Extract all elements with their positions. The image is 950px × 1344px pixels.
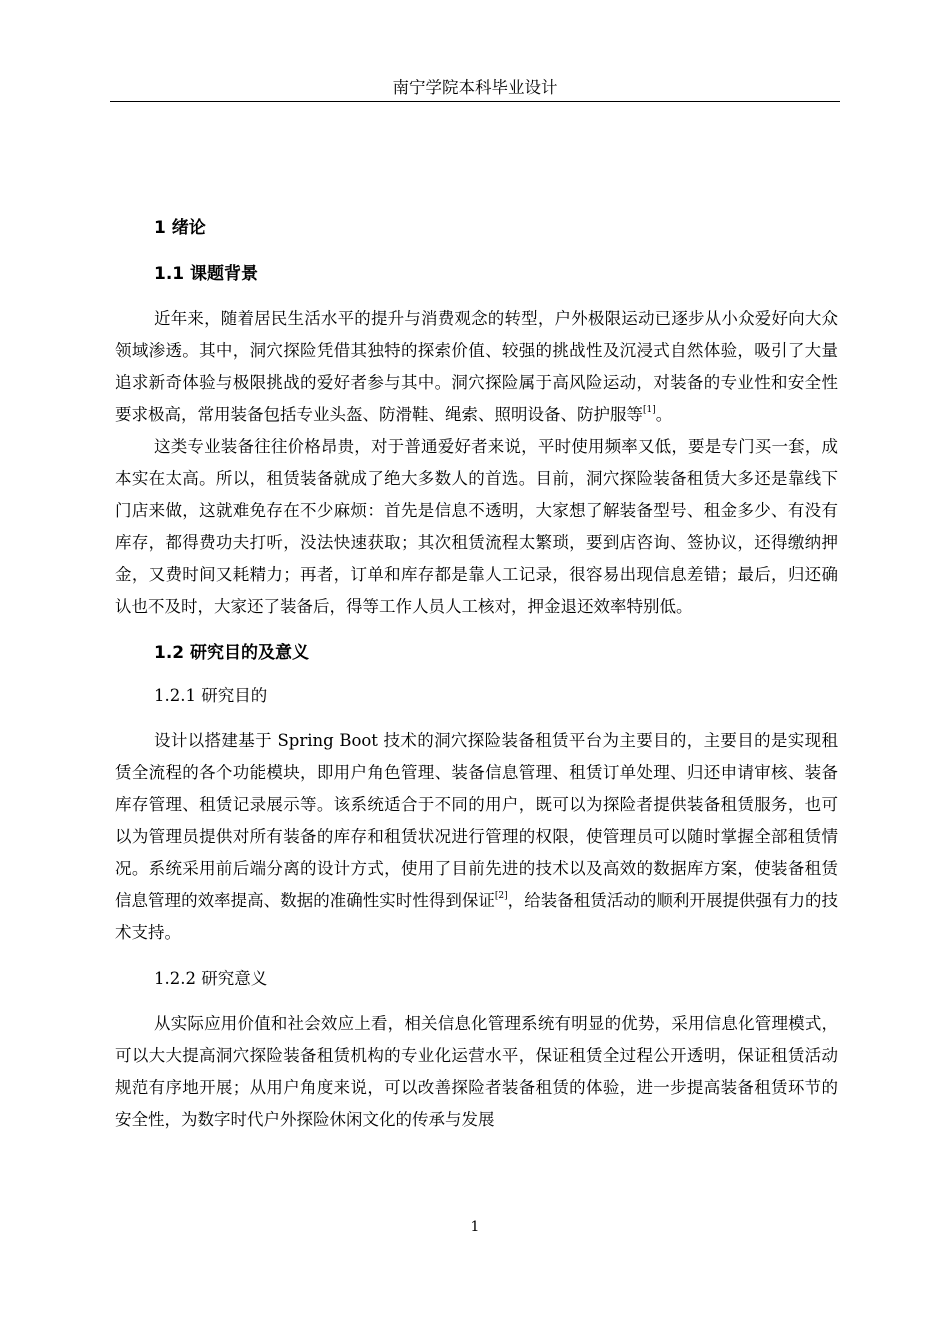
paragraph-significance: 从实际应用价值和社会效应上看，相关信息化管理系统有明显的优势，采用信息化管理模式，可以大大提高洞穴探险装备租赁机构的专业化运营水平，保证租赁全过程公开透明，保证租赁活动规范有序地开展；从用户角度来说，可以改善探险者装备租赁的体验，进一步提高装备租赁环节的安全性，为数字时代户外探险休闲文化的传承与发展 — [115, 1014, 838, 1129]
paragraph-text: 设计以搭建基于 Spring Boot 技术的洞穴探险装备租赁平台为主要目的，主要目的是实现租赁全流程的各个功能模块，即用户角色管理、装备信息管理、租赁订单处理、归还申请审核、装备库存管理、租赁记录展示等。该系统适合于不同的用户，既可以为探险者提供装备租赁服务，也可以为管理员提供对所有装备的库存和租赁状况进行管理的权限，使管理员可以随时掌握全部租赁情况。系统采用前后端分离的设计方式，使用了目前先进的技术以及高效的数据库方案，使装备租赁信息管理的效率提高、数据的准确性实时性得到保证 — [115, 731, 838, 910]
page-number: 1 — [470, 1219, 480, 1235]
paragraph-text-end: ，给装备租赁活动的顺利开展提供强有力的技术支持。 — [115, 891, 839, 942]
section-title-1-2: 1.2 研究目的及意义 — [154, 643, 310, 663]
page-body — [115, 214, 838, 1152]
chapter-title: 1 绪论 — [154, 218, 206, 238]
paragraph-text-end: 。 — [655, 405, 673, 424]
citation-ref: [1] — [643, 405, 656, 415]
paragraph-purpose — [115, 725, 838, 949]
paragraph-text: 近年来，随着居民生活水平的提升与消费观念的转型，户外极限运动已逐步从小众爱好向大众领域渗透。其中，洞穴探险凭借其独特的探索价值、较强的挑战性及沉浸式自然体验，吸引了大量追求新奇体验与极限挑战的爱好者参与其中。洞穴探险属于高风险运动，对装备的专业性和安全性要求极高，常用装备包括专业头盔、防滑鞋、绳索、照明设备、防护服等 — [115, 309, 838, 424]
citation-ref: [2] — [494, 891, 508, 901]
running-header: 南宁学院本科毕业设计 — [392, 78, 558, 97]
paragraph-background-1 — [115, 303, 838, 431]
paragraph-background-2: 这类专业装备往往价格昂贵，对于普通爱好者来说，平时使用频率又低，要是专门买一套，成本实在太高。所以，租赁装备就成了绝大多数人的首选。目前，洞穴探险装备租赁大多还是靠线下门店来做，这就难免存在不少麻烦：首先是信息不透明，大家想了解装备型号、租金多少、有没有库存，都得费功夫打听，没法快速获取；其次租赁流程太繁琐，要到店咨询、签协议，还得缴纳押金，又费时间又耗精力；再者，订单和库存都是靠人工记录，很容易出现信息差错；最后，归还确认也不及时，大家还了装备后，得等工作人员人工核对，押金退还效率特别低。 — [115, 437, 838, 616]
subsection-title-1-2-2: 1.2.2 研究意义 — [154, 969, 268, 988]
subsection-title-1-2-1: 1.2.1 研究目的 — [154, 686, 268, 705]
header-rule — [110, 101, 840, 102]
section-title-1-1: 1.1 课题背景 — [154, 264, 259, 284]
